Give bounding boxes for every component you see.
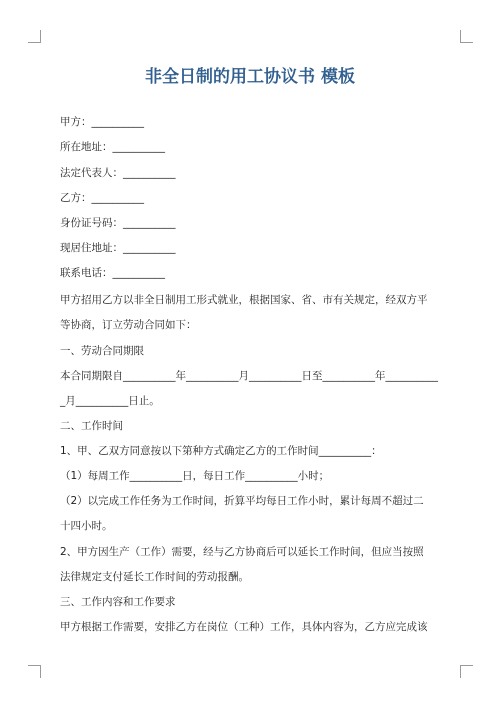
field-legal-representative: 法定代表人：__________ [60, 167, 176, 179]
section-2-line-3: （2）以完成工作任务为工作时间，折算平均每日工作小时，累计每周不超过二 [60, 495, 424, 507]
page-corner-mark-bottom-left [28, 665, 41, 678]
field-id-number: 身份证号码：__________ [60, 217, 176, 229]
section-1-line-2: _月__________日止。 [60, 395, 160, 407]
section-2-heading: 二、工作时间 [60, 420, 123, 432]
page-corner-mark-bottom-right [460, 665, 473, 678]
section-2-line-2: （1）每周工作__________日，每日工作__________小时； [60, 470, 330, 482]
section-2-line-4: 十四小时。 [60, 520, 113, 532]
section-3-line-1: 甲方根据工作需要，安排乙方在岗位（工种）工作，具体内容为，乙方应完成该 [60, 621, 428, 633]
field-party-b: 乙方：__________ [60, 192, 144, 204]
page-corner-mark-top-right [460, 30, 473, 43]
section-2-line-5: 2、甲方因生产（工作）需要，经与乙方协商后可以延长工作时间，但应当按照 [60, 546, 424, 558]
field-party-a: 甲方：__________ [60, 116, 144, 128]
field-residence-address: 现居住地址：__________ [60, 242, 176, 254]
section-2-line-1: 1、甲、乙双方同意按以下第种方式确定乙方的工作时间__________： [60, 445, 382, 457]
section-1-heading: 一、劳动合同期限 [60, 345, 144, 357]
field-address: 所在地址：__________ [60, 141, 165, 153]
section-2-line-6: 法律规定支付延长工作时间的劳动报酬。 [60, 571, 249, 583]
intro-line-2: 等协商，订立劳动合同如下： [60, 319, 197, 331]
field-phone: 联系电话：__________ [60, 267, 165, 279]
page-corner-mark-top-left [28, 30, 41, 43]
section-3-heading: 三、工作内容和工作要求 [60, 596, 176, 608]
document-title: 非全日制的用工协议书 模板 [145, 67, 355, 87]
section-1-line-1: 本合同期限自__________年__________月__________日至__________年__________ [60, 370, 438, 382]
intro-line-1: 甲方招用乙方以非全日制用工形式就业，根据国家、省、市有关规定，经双方平 [60, 294, 428, 306]
